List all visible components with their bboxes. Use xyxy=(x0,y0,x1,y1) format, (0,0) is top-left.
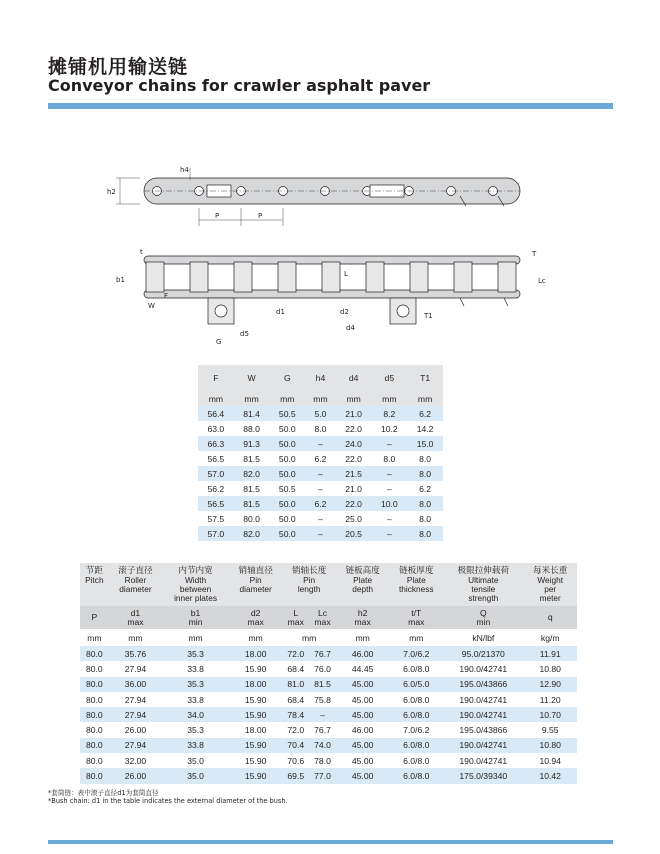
table-cell: – xyxy=(305,526,336,541)
symbol-cell: b1 min xyxy=(162,606,229,629)
table-row xyxy=(80,692,577,707)
table-cell: 45.00 xyxy=(336,753,389,768)
table-cell: 22.0 xyxy=(336,451,372,466)
table-cell: 45.00 xyxy=(336,707,389,722)
table-row xyxy=(198,451,443,466)
label-T1: T1 xyxy=(424,312,433,320)
unit-cell: mm xyxy=(389,629,443,646)
table-cell: 27.94 xyxy=(109,707,162,722)
unit-cell: mm xyxy=(371,391,407,406)
page-title-cn: 摊铺机用输送链 xyxy=(48,56,189,78)
table-cell: 6.0/5.0 xyxy=(389,677,443,692)
table-cell: 22.0 xyxy=(336,421,372,436)
table-cell: 8.0 xyxy=(305,421,336,436)
table-cell: 6.0/8.0 xyxy=(389,738,443,753)
column-header-en: Pin diameter xyxy=(229,576,282,606)
table-cell: – xyxy=(371,466,407,481)
symbol-cell: d2 max xyxy=(229,606,282,629)
table-cell: – xyxy=(371,526,407,541)
unit-cell: mm xyxy=(336,629,389,646)
symbol-cell: t/T max xyxy=(389,606,443,629)
table-cell: 5.0 xyxy=(305,406,336,421)
table-cell: 24.0 xyxy=(336,436,372,451)
label-d5: d5 xyxy=(240,330,249,338)
table-cell: 18.00 xyxy=(229,722,282,737)
label-d2: d2 xyxy=(340,308,349,316)
table-cell: 26.00 xyxy=(109,722,162,737)
column-header-en: Pitch xyxy=(80,576,109,606)
table-cell: 57.0 xyxy=(198,466,234,481)
table-cell: 68.4 xyxy=(282,661,309,676)
table-cell: 78.0 xyxy=(309,753,336,768)
table-cell: 27.94 xyxy=(109,692,162,707)
table-cell: 66.3 xyxy=(198,436,234,451)
attachment-dimension-table xyxy=(198,365,443,541)
column-header: h4 xyxy=(305,365,336,391)
column-header-en: Roller diameter xyxy=(109,576,162,606)
table-cell: 6.0/8.0 xyxy=(389,707,443,722)
table-cell: 33.8 xyxy=(162,692,229,707)
label-t: t xyxy=(140,248,143,256)
table-cell: – xyxy=(305,511,336,526)
column-header-cn: 链板厚度 xyxy=(389,563,443,576)
table-cell: 45.00 xyxy=(336,768,389,783)
label-b1: b1 xyxy=(116,276,125,284)
table-cell: 81.0 xyxy=(282,677,309,692)
label-d4: d4 xyxy=(346,324,355,332)
table-cell: 8.0 xyxy=(407,466,443,481)
table-cell: 6.2 xyxy=(305,496,336,511)
unit-cell: kg/m xyxy=(523,629,577,646)
table-cell: 6.2 xyxy=(407,481,443,496)
table-row xyxy=(80,707,577,722)
table-cell: 46.00 xyxy=(336,722,389,737)
table-cell: 56.4 xyxy=(198,406,234,421)
table-cell: 56.5 xyxy=(198,451,234,466)
column-header: T1 xyxy=(407,365,443,391)
column-header: G xyxy=(269,365,305,391)
table-row xyxy=(80,661,577,676)
table-cell: 69.5 xyxy=(282,768,309,783)
table-cell: 91.3 xyxy=(234,436,270,451)
table-cell: 50.0 xyxy=(269,451,305,466)
table-cell: 72.0 xyxy=(282,646,309,661)
table-cell: 15.90 xyxy=(229,738,282,753)
table-cell: 15.90 xyxy=(229,768,282,783)
table-cell: 6.0/8.0 xyxy=(389,661,443,676)
table-cell: 22.0 xyxy=(336,496,372,511)
column-header-cn: 极限拉伸载荷 xyxy=(443,563,523,576)
table-cell: 57.0 xyxy=(198,526,234,541)
table-cell: 8.0 xyxy=(407,526,443,541)
label-pitch-2: P xyxy=(258,212,263,220)
symbol-cell: Q min xyxy=(443,606,523,629)
table-cell: 50.0 xyxy=(269,511,305,526)
bottom-accent-rule xyxy=(48,840,613,844)
label-pitch-1: P xyxy=(215,212,220,220)
label-F: F xyxy=(164,292,169,300)
table-cell: 77.0 xyxy=(309,768,336,783)
unit-cell: mm xyxy=(282,629,335,646)
table-cell: 81.5 xyxy=(234,481,270,496)
column-header: W xyxy=(234,365,270,391)
table-cell: 35.3 xyxy=(162,677,229,692)
column-header: d4 xyxy=(336,365,372,391)
table-cell: 8.0 xyxy=(407,496,443,511)
table-row xyxy=(198,511,443,526)
unit-cell: mm xyxy=(269,391,305,406)
column-header-en: Ultimate tensile strength xyxy=(443,576,523,606)
chain-side-view xyxy=(144,178,520,206)
label-Lc: Lc xyxy=(538,277,546,285)
table-cell: 35.0 xyxy=(162,768,229,783)
table-cell: 57.5 xyxy=(198,511,234,526)
table-cell: 21.0 xyxy=(336,481,372,496)
table-cell: 15.90 xyxy=(229,753,282,768)
label-d1: d1 xyxy=(276,308,285,316)
table-row xyxy=(198,466,443,481)
table-cell: 72.0 xyxy=(282,722,309,737)
table-cell: 10.2 xyxy=(371,421,407,436)
column-header-cn: 滚子直径 xyxy=(109,563,162,576)
table-cell: 10.42 xyxy=(523,768,577,783)
unit-cell: mm xyxy=(407,391,443,406)
table-cell: 81.5 xyxy=(234,451,270,466)
table-cell: 190.0/42741 xyxy=(443,707,523,722)
table-cell: – xyxy=(305,481,336,496)
table-cell: 50.0 xyxy=(269,466,305,481)
table-row xyxy=(198,406,443,421)
table-cell: 80.0 xyxy=(80,753,109,768)
table-cell: 80.0 xyxy=(80,738,109,753)
unit-cell: mm xyxy=(80,629,109,646)
table-cell: 33.8 xyxy=(162,738,229,753)
table-cell: 50.0 xyxy=(269,436,305,451)
table-row xyxy=(198,526,443,541)
table-cell: 45.00 xyxy=(336,677,389,692)
symbol-cell: P xyxy=(80,606,109,629)
column-header-en: Plate thickness xyxy=(389,576,443,606)
symbol-cell: L max xyxy=(282,606,309,629)
table-cell: 80.0 xyxy=(80,646,109,661)
table-cell: 12.90 xyxy=(523,677,577,692)
table-cell: 76.7 xyxy=(309,646,336,661)
table-cell: 15.90 xyxy=(229,707,282,722)
table-cell: 15.90 xyxy=(229,692,282,707)
table-cell: 8.0 xyxy=(371,451,407,466)
table-row xyxy=(80,677,577,692)
label-T: T xyxy=(532,250,537,258)
table-cell: 50.5 xyxy=(269,406,305,421)
label-W: W xyxy=(148,302,155,310)
table-cell: 18.00 xyxy=(229,646,282,661)
chain-technical-drawing xyxy=(100,158,560,348)
table-cell: 82.0 xyxy=(234,526,270,541)
table-cell: 6.2 xyxy=(407,406,443,421)
table-cell: 36.00 xyxy=(109,677,162,692)
table-cell: 80.0 xyxy=(80,661,109,676)
label-h4: h4 xyxy=(180,166,189,174)
table-cell: 70.6 xyxy=(282,753,309,768)
table-cell: 6.2 xyxy=(305,451,336,466)
table-cell: 81.4 xyxy=(234,406,270,421)
table-cell: 6.0/8.0 xyxy=(389,768,443,783)
table-cell: 76.7 xyxy=(309,722,336,737)
table-cell: 78.4 xyxy=(282,707,309,722)
table-cell: 80.0 xyxy=(80,677,109,692)
table-cell: 190.0/42741 xyxy=(443,738,523,753)
table-cell: 27.94 xyxy=(109,661,162,676)
unit-cell: mm xyxy=(109,629,162,646)
column-header-en: Weight per meter xyxy=(523,576,577,606)
table-cell: 63.0 xyxy=(198,421,234,436)
column-header-cn: 销轴直径 xyxy=(229,563,282,576)
footnote-cn: *套筒链：表中滚子直径d1为套筒直径 xyxy=(48,789,159,797)
table-cell: 190.0/42741 xyxy=(443,661,523,676)
table-cell: 81.5 xyxy=(234,496,270,511)
table-cell: 82.0 xyxy=(234,466,270,481)
table-cell: 190.0/42741 xyxy=(443,692,523,707)
table-cell: – xyxy=(309,707,336,722)
column-header-en: Width between inner plates xyxy=(162,576,229,606)
table-cell: – xyxy=(305,436,336,451)
table-cell: 190.0/42741 xyxy=(443,753,523,768)
table-cell: 7.0/6.2 xyxy=(389,646,443,661)
table-cell: 11.20 xyxy=(523,692,577,707)
unit-cell: mm xyxy=(336,391,372,406)
table-cell: 6.0/8.0 xyxy=(389,692,443,707)
unit-cell: mm xyxy=(229,629,282,646)
table-cell: 76.0 xyxy=(309,661,336,676)
table-cell: 26.00 xyxy=(109,768,162,783)
column-header: F xyxy=(198,365,234,391)
table-row xyxy=(80,722,577,737)
table-cell: 32.00 xyxy=(109,753,162,768)
table-cell: 50.0 xyxy=(269,526,305,541)
label-L: L xyxy=(344,270,348,278)
table-cell: 195.0/43866 xyxy=(443,677,523,692)
table-cell: 45.00 xyxy=(336,738,389,753)
footnote-en: *Bush chain: d1 in the table indicates the external diameter of the bush. xyxy=(48,797,288,805)
table-cell: 56.2 xyxy=(198,481,234,496)
table-cell: 10.94 xyxy=(523,753,577,768)
table-cell: 35.3 xyxy=(162,722,229,737)
top-accent-rule xyxy=(48,103,613,109)
table-cell: 10.70 xyxy=(523,707,577,722)
table-cell: 27.94 xyxy=(109,738,162,753)
table-cell: – xyxy=(371,511,407,526)
table-cell: 81.5 xyxy=(309,677,336,692)
table-cell: 35.0 xyxy=(162,753,229,768)
table-cell: 14.2 xyxy=(407,421,443,436)
table-cell: 21.5 xyxy=(336,466,372,481)
table-row xyxy=(198,421,443,436)
table-cell: 44.45 xyxy=(336,661,389,676)
symbol-cell: h2 max xyxy=(336,606,389,629)
table-cell: 11.91 xyxy=(523,646,577,661)
table-row xyxy=(198,496,443,511)
table-cell: 80.0 xyxy=(80,692,109,707)
symbol-cell: q xyxy=(523,606,577,629)
table-cell: 18.00 xyxy=(229,677,282,692)
table-cell: 50.5 xyxy=(269,481,305,496)
table-cell: 80.0 xyxy=(234,511,270,526)
table-cell: – xyxy=(305,466,336,481)
column-header-cn: 节距 xyxy=(80,563,109,576)
table-cell: 9.55 xyxy=(523,722,577,737)
table-cell: 8.2 xyxy=(371,406,407,421)
table-cell: 8.0 xyxy=(407,451,443,466)
table-cell: 50.0 xyxy=(269,421,305,436)
table-cell: 70.4 xyxy=(282,738,309,753)
table-row xyxy=(80,738,577,753)
column-header-cn: 内节内宽 xyxy=(162,563,229,576)
table-cell: 6.0/8.0 xyxy=(389,753,443,768)
chain-top-view xyxy=(144,256,520,324)
table-cell: 25.0 xyxy=(336,511,372,526)
column-header-cn: 每米长重 xyxy=(523,563,577,576)
table-cell: 45.00 xyxy=(336,692,389,707)
table-cell: 80.0 xyxy=(80,707,109,722)
table-cell: 10.80 xyxy=(523,738,577,753)
table-cell: 10.0 xyxy=(371,496,407,511)
table-row xyxy=(198,436,443,451)
table-cell: 8.0 xyxy=(407,511,443,526)
label-h2: h2 xyxy=(107,188,116,196)
unit-cell: mm xyxy=(198,391,234,406)
table-row xyxy=(198,481,443,496)
table-cell: 195.0/43866 xyxy=(443,722,523,737)
chain-specification-table xyxy=(80,563,577,784)
column-header-cn: 链板高度 xyxy=(336,563,389,576)
label-G: G xyxy=(216,338,222,346)
page-title-en: Conveyor chains for crawler asphalt paver xyxy=(48,76,431,95)
unit-cell: mm xyxy=(234,391,270,406)
table-row xyxy=(80,753,577,768)
table-cell: 50.0 xyxy=(269,496,305,511)
table-cell: 35.3 xyxy=(162,646,229,661)
table-cell: – xyxy=(371,481,407,496)
table-cell: 33.8 xyxy=(162,661,229,676)
column-header-en: Pin length xyxy=(282,576,335,606)
column-header-cn: 销轴长度 xyxy=(282,563,335,576)
unit-cell: mm xyxy=(162,629,229,646)
table-cell: 35.76 xyxy=(109,646,162,661)
table-cell: 175.0/39340 xyxy=(443,768,523,783)
table-cell: 20.5 xyxy=(336,526,372,541)
unit-cell: mm xyxy=(305,391,336,406)
column-header: d5 xyxy=(371,365,407,391)
table-row xyxy=(80,646,577,661)
table-row xyxy=(80,768,577,783)
table-cell: 80.0 xyxy=(80,768,109,783)
table-cell: 15.90 xyxy=(229,661,282,676)
symbol-cell: d1 max xyxy=(109,606,162,629)
column-header-en: Plate depth xyxy=(336,576,389,606)
table-cell: 74.0 xyxy=(309,738,336,753)
table-cell: 75.8 xyxy=(309,692,336,707)
table-cell: 56.5 xyxy=(198,496,234,511)
symbol-cell: Lc max xyxy=(309,606,336,629)
unit-cell: kN/lbf xyxy=(443,629,523,646)
table-cell: 15.0 xyxy=(407,436,443,451)
table-cell: 7.0/6.2 xyxy=(389,722,443,737)
table-cell: 21.0 xyxy=(336,406,372,421)
table-cell: 95.0/21370 xyxy=(443,646,523,661)
table-cell: – xyxy=(371,436,407,451)
table-cell: 34.0 xyxy=(162,707,229,722)
table-cell: 10.80 xyxy=(523,661,577,676)
table-cell: 68.4 xyxy=(282,692,309,707)
table-cell: 80.0 xyxy=(80,722,109,737)
table-cell: 46.00 xyxy=(336,646,389,661)
table-cell: 88.0 xyxy=(234,421,270,436)
